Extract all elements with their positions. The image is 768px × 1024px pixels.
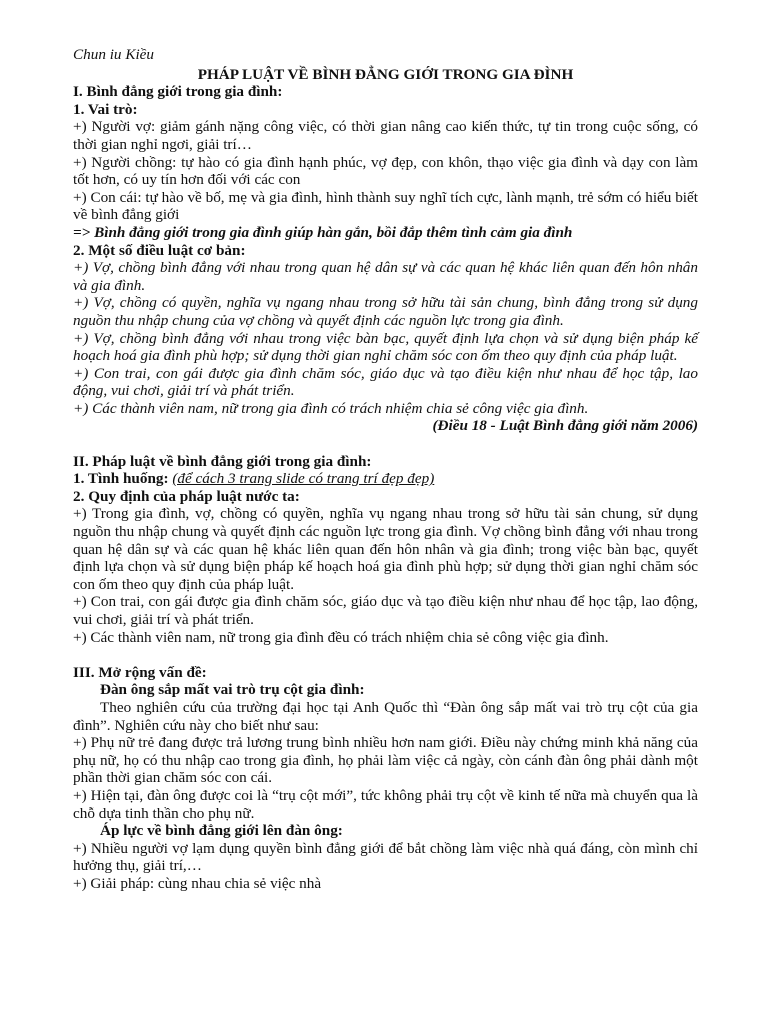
section-2-sub-1-heading: 1. Tình huống: [73, 470, 169, 488]
regulation-paragraph-3: +) Các thành viên nam, nữ trong gia đình đều có trách nhiệm chia sẻ công việc gia đình. [73, 628, 609, 646]
pressure-point-1: +) Nhiều người vợ lạm dụng quyền bình đẳng giới để bắt chồng làm việc nhà quá đáng, còn mình chỉ hưởng thụ, giải trí,… [73, 839, 698, 875]
law-item-4: +) Con trai, con gái được gia đình chăm sóc, giáo dục và tạo điều kiện như nhau để học tập, lao động, vui chơi, giải trí và phát triển. [73, 364, 698, 400]
research-point-2: +) Hiện tại, đàn ông được coi là “trụ cột mới”, tức không phải trụ cột về kinh tế nữa mà chuyển qua là chỗ dựa tinh thần cho phụ nữ. [73, 786, 698, 822]
role-wife-paragraph: +) Người vợ: giảm gánh nặng công việc, có thời gian nâng cao kiến thức, tự tin trong cuộc sống, có thời gian nghỉ ngơi, giải trí… [73, 118, 698, 153]
document-body [73, 46, 698, 893]
role-children-paragraph: +) Con cái: tự hào về bố, mẹ và gia đình, hình thành suy nghĩ tích cực, lành mạnh, trẻ sớm có hiểu biết về bình đẳng giới [73, 188, 698, 224]
slide-note: (để cách 3 trang slide có trang trí đẹp đẹp) [172, 470, 435, 488]
law-citation: (Điều 18 - Luật Bình đẳng giới năm 2006) [432, 417, 698, 435]
spacer [73, 435, 698, 453]
section-1-heading: I. Bình đẳng giới trong gia đình: [73, 83, 283, 101]
section-3-sub-1-heading: Đàn ông sắp mất vai trò trụ cột gia đình: [100, 681, 365, 699]
research-intro-paragraph: Theo nghiên cứu của trường đại học tại Anh Quốc thì “Đàn ông sắp mất vai trò trụ cột của gia đình”. Nghiên cứu này cho biết như sau: [73, 698, 698, 734]
section-2-heading: II. Pháp luật về bình đẳng giới trong gia đình: [73, 452, 372, 470]
section-3-heading: III. Mở rộng vấn đề: [73, 663, 207, 681]
law-item-2: +) Vợ, chồng có quyền, nghĩa vụ ngang nhau trong sở hữu tài sản chung, bình đẳng trong sử dụng nguồn thu nhập chung của vợ chồng và quyết định các nguồn lực trong gia đình. [73, 294, 698, 329]
conclusion-line: => Bình đẳng giới trong gia đình giúp hàn gắn, bồi đắp thêm tình cảm gia đình [73, 223, 573, 241]
regulation-paragraph-2: +) Con trai, con gái được gia đình chăm sóc, giáo dục và tạo điều kiện như nhau để học tập, lao động, vui chơi, giải trí và phát triển. [73, 593, 698, 628]
role-husband-paragraph: +) Người chồng: tự hào có gia đình hạnh phúc, vợ đẹp, con khôn, thạo việc gia đình và dạy con làm tốt hơn, có uy tín hơn đối với các con [73, 153, 698, 189]
document-title: PHÁP LUẬT VỀ BÌNH ĐẲNG GIỚI TRONG GIA ĐÌNH [197, 65, 574, 83]
spacer [73, 646, 698, 664]
section-2-sub-1-line [73, 470, 698, 488]
section-2-sub-2-heading: 2. Quy định của pháp luật nước ta: [73, 487, 300, 505]
section-1-sub-1-heading: 1. Vai trò: [73, 100, 138, 118]
regulation-paragraph-1: +) Trong gia đình, vợ, chồng có quyền, nghĩa vụ ngang nhau trong sở hữu tài sản chung, sử dụng nguồn thu nhập chung và quyết định các nguồn lực trong gia đình. Vợ chồng bình đẳng với nhau trong quan hệ dân sự và các quan hệ khác liên quan đến hôn nhân và gia đình; trong việc bàn bạc, quyết định lựa chọn và sử dụng biện pháp kế hoạch hoá gia đình phù hợp; sử dụng thời gian nghỉ chăm sóc con ốm theo quy định của pháp luật. [73, 505, 698, 593]
law-item-5: +) Các thành viên nam, nữ trong gia đình có trách nhiệm chia sẻ công việc gia đình. [73, 399, 589, 417]
law-item-3: +) Vợ, chồng bình đẳng với nhau trong việc bàn bạc, quyết định lựa chọn và sử dụng biện pháp kế hoạch hoá gia đình phù hợp; sử dụng thời gian nghỉ chăm sóc con ốm theo quy định của pháp luật. [73, 329, 698, 365]
section-3-sub-2-heading: Áp lực về bình đẳng giới lên đàn ông: [100, 822, 343, 840]
solution-line: +) Giải pháp: cùng nhau chia sẻ việc nhà [73, 874, 322, 892]
section-1-sub-2-heading: 2. Một số điều luật cơ bản: [73, 241, 246, 259]
research-point-1: +) Phụ nữ trẻ đang được trả lương trung bình nhiều hơn nam giới. Điều này chứng minh khả năng của phụ nữ, họ có thu nhập cao trong gia đình, họ phải làm việc cả ngày, còn cánh đàn ông phải dành một phần thời gian chăm sóc con cái. [73, 734, 698, 787]
law-item-1: +) Vợ, chồng bình đẳng với nhau trong quan hệ dân sự và các quan hệ khác liên quan đến hôn nhân và gia đình. [73, 259, 698, 294]
author-line: Chun iu Kiều [73, 46, 155, 63]
